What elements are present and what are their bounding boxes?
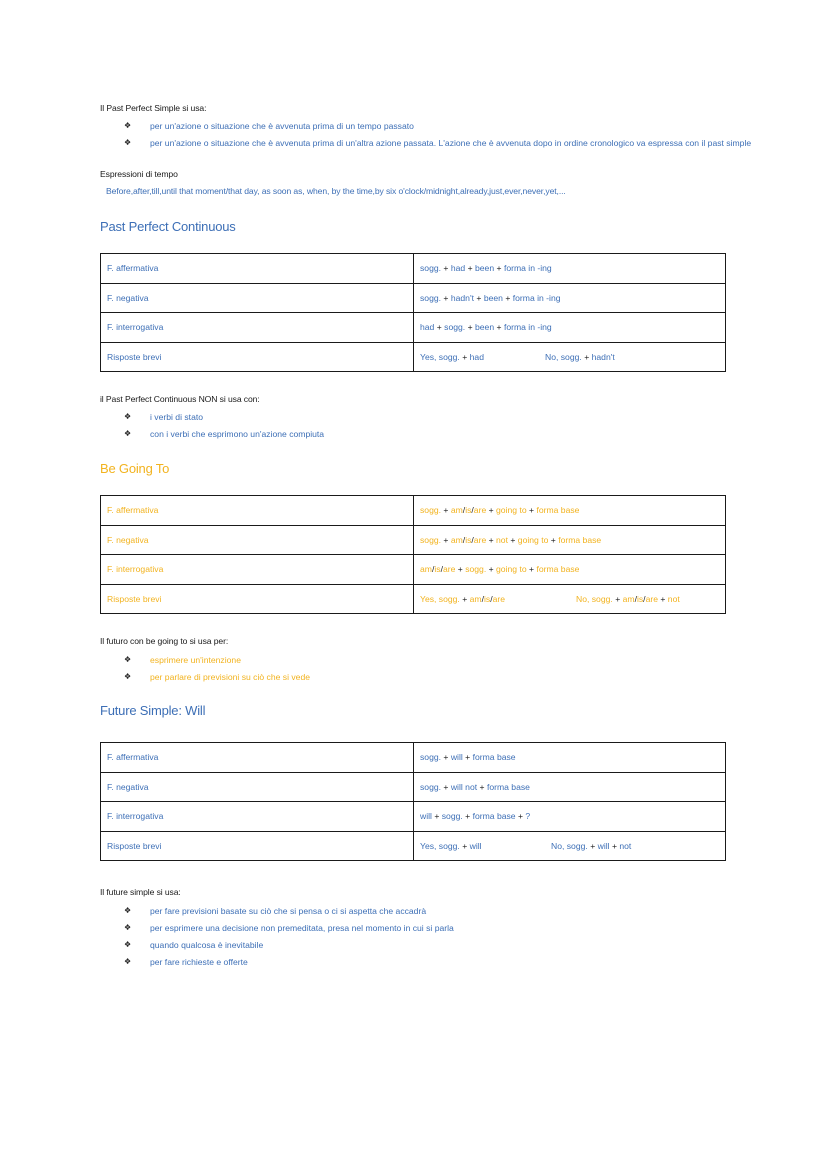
pps-bullets [100, 120, 751, 154]
table-row [101, 772, 726, 802]
row-label: F. affermativa [101, 254, 414, 284]
row-label: F. negativa [101, 283, 414, 313]
row-label: F. affermativa [101, 743, 414, 773]
bullet-diamond-icon: ❖ [124, 655, 132, 664]
bgt-table [100, 495, 726, 614]
formula-cell: sogg. + will not + forma base [414, 772, 726, 802]
formula-cell: Yes, sogg. + am/is/are No, sogg. + am/is/are + not [414, 584, 726, 614]
list-item: ❖ quando qualcosa è inevitabile [124, 940, 264, 950]
pps-intro: Il Past Perfect Simple si usa: [100, 103, 207, 113]
table-row [101, 584, 726, 614]
formula-cell: am/is/are + sogg. + going to + forma base [414, 555, 726, 585]
formula-cell: sogg. + am/is/are + going to + forma base [414, 496, 726, 526]
row-label: Risposte brevi [101, 584, 414, 614]
row-label: Risposte brevi [101, 342, 414, 372]
formula-cell: sogg. + am/is/are + not + going to + forma base [414, 525, 726, 555]
row-label: F. interrogativa [101, 555, 414, 585]
table-row [101, 802, 726, 832]
bullet-diamond-icon: ❖ [124, 429, 132, 438]
list-item: ❖ per esprimere una decisione non premeditata, presa nel momento in cui si parla [124, 923, 454, 933]
row-label: F. affermativa [101, 496, 414, 526]
bullet-diamond-icon: ❖ [124, 412, 132, 421]
ppc-title: Past Perfect Continuous [100, 219, 236, 234]
bgt-note: Il futuro con be going to si usa per: [100, 636, 229, 646]
row-label: Risposte brevi [101, 831, 414, 861]
list-item: ❖ per un'azione o situazione che è avvenuta prima di un tempo passato [124, 121, 414, 131]
table-row [101, 254, 726, 284]
bullet-diamond-icon: ❖ [124, 121, 132, 130]
list-item: ❖ per fare richieste e offerte [124, 957, 248, 967]
time-expressions-label: Espressioni di tempo [100, 169, 178, 179]
bullet-diamond-icon: ❖ [124, 923, 132, 932]
bullet-diamond-icon: ❖ [124, 906, 132, 915]
formula-cell: sogg. + hadn't + been + forma in -ing [414, 283, 726, 313]
fsw-note: Il future simple si usa: [100, 887, 181, 897]
formula-cell: Yes, sogg. + had No, sogg. + hadn't [414, 342, 726, 372]
list-item: ❖ per un'azione o situazione che è avvenuta prima di un'altra azione passata. L'azione che è avvenuta dopo in ordine cronologico va espressa con il past simple [124, 138, 752, 148]
bullet-diamond-icon: ❖ [124, 672, 132, 681]
row-label: F. negativa [101, 772, 414, 802]
table-row [101, 342, 726, 372]
formula-cell: Yes, sogg. + will No, sogg. + will + not [414, 831, 726, 861]
ppc-note: il Past Perfect Continuous NON si usa con: [100, 394, 260, 404]
ppc-table [100, 253, 726, 372]
bgt-bullets [100, 654, 310, 688]
bullet-diamond-icon: ❖ [124, 957, 132, 966]
bgt-title: Be Going To [100, 461, 170, 476]
list-item: ❖ i verbi di stato [124, 412, 204, 422]
table-row [101, 743, 726, 773]
fsw-title: Future Simple: Will [100, 703, 206, 718]
formula-cell: had + sogg. + been + forma in -ing [414, 313, 726, 343]
list-item: ❖ esprimere un'intenzione [124, 655, 241, 665]
bullet-diamond-icon: ❖ [124, 138, 132, 147]
table-row [101, 283, 726, 313]
fsw-table [100, 742, 726, 861]
bullet-diamond-icon: ❖ [124, 940, 132, 949]
table-row [101, 555, 726, 585]
formula-cell: will + sogg. + forma base + ? [414, 802, 726, 832]
table-row [101, 525, 726, 555]
table-row [101, 313, 726, 343]
list-item: ❖ per parlare di previsioni su ciò che si vede [124, 672, 311, 682]
row-label: F. negativa [101, 525, 414, 555]
row-label: F. interrogativa [101, 802, 414, 832]
table-row [101, 831, 726, 861]
formula-cell: sogg. + will + forma base [414, 743, 726, 773]
time-expressions-list: Before,after,till,until that moment/that day, as soon as, when, by the time,by six o'clock/midnight,already,just,ever,never,yet,... [106, 186, 566, 196]
table-row [101, 496, 726, 526]
row-label: F. interrogativa [101, 313, 414, 343]
list-item: ❖ con i verbi che esprimono un'azione compiuta [124, 429, 325, 439]
list-item: ❖ per fare previsioni basate su ciò che si pensa o ci si aspetta che accadrà [124, 906, 427, 916]
formula-cell: sogg. + had + been + forma in -ing [414, 254, 726, 284]
ppc-bullets [100, 411, 324, 445]
fsw-bullets [100, 905, 454, 973]
